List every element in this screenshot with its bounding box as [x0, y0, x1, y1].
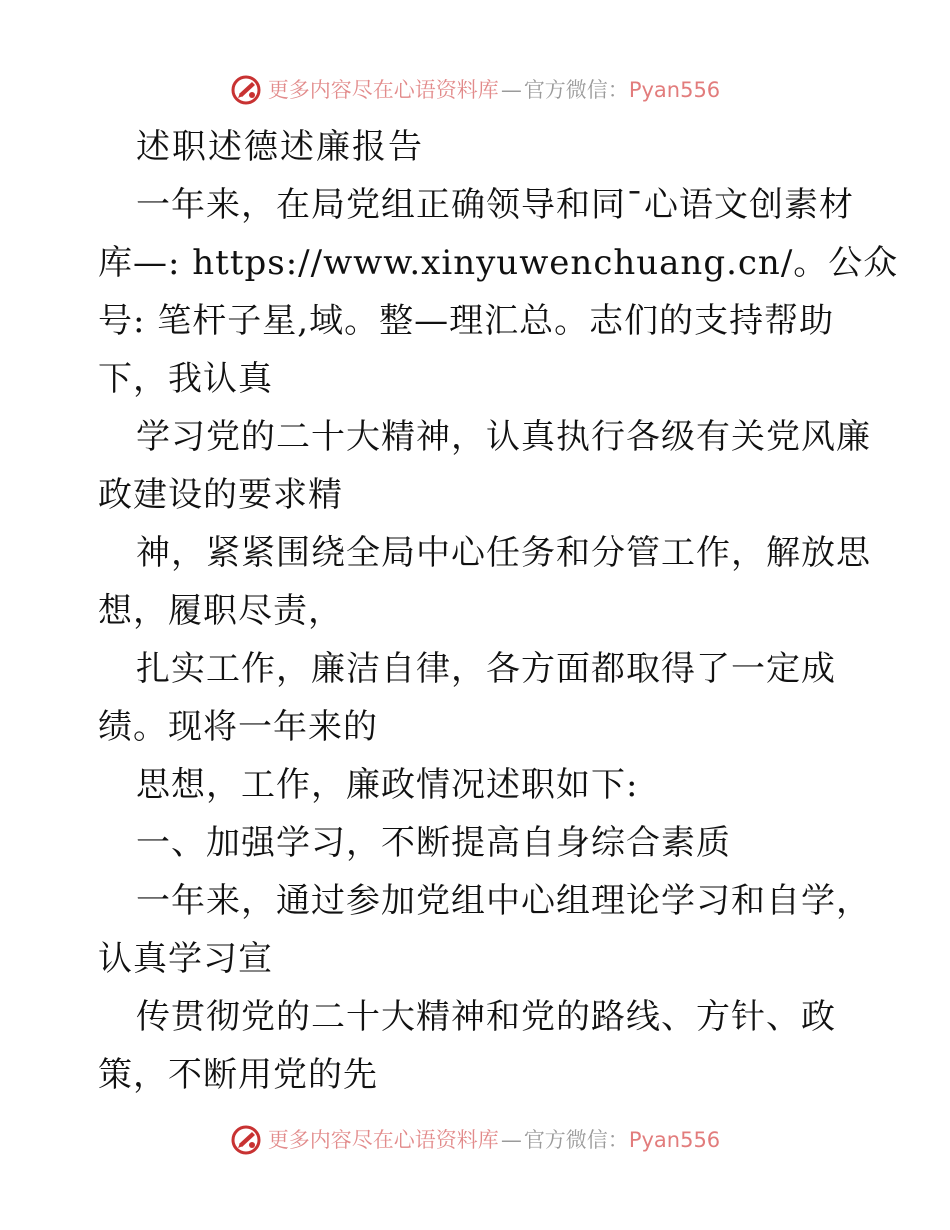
header-wechat-id: Pyan556 — [628, 78, 721, 102]
document-line: 一年来，通过参加党组中心组理论学习和自学， — [136, 881, 871, 921]
document-line: 一年来，在局党组正确领导和同¯心语文创素材 — [136, 185, 854, 225]
document-line: 号: 笔杆子星,域。整—理汇总。志们的支持帮助 — [98, 301, 835, 341]
header-official-label: 官方微信： — [523, 78, 629, 102]
document-line: 策，不断用党的先 — [98, 1055, 378, 1095]
document-lines — [98, 176, 898, 1104]
document-body — [98, 118, 898, 1104]
document-line: 扎实工作，廉洁自律，各方面都取得了一定成 — [136, 649, 836, 689]
document-line: 下，我认真 — [98, 359, 273, 399]
header-banner — [0, 70, 950, 110]
document-line: 学习党的二十大精神，认真执行各级有关党风廉 — [136, 417, 871, 457]
footer-wechat-id: Pyan556 — [628, 1128, 721, 1152]
document-line: 库—: https://www.xinyuwenchuang.cn/。公众 — [98, 243, 899, 283]
footer-banner-text: 更多内容尽在心语资料库 — [267, 1128, 499, 1152]
footer-banner — [0, 1120, 950, 1160]
document-line: 神，紧紧围绕全局中心任务和分管工作，解放思 — [136, 533, 871, 573]
footer-official-label: 官方微信： — [523, 1128, 629, 1152]
footer-banner-separator: — — [500, 1128, 522, 1152]
document-line: 一、加强学习，不断提高自身综合素质 — [136, 823, 731, 863]
document-line: 思想，工作，廉政情况述职如下: — [136, 765, 639, 805]
seal-logo-icon — [230, 74, 262, 106]
document-line: 想，履职尽责， — [98, 591, 343, 631]
document-line: 政建设的要求精 — [98, 475, 343, 515]
document-title: 述职述德述廉报告 — [136, 127, 424, 167]
document-line: 绩。现将一年来的 — [98, 707, 378, 747]
header-banner-separator: — — [500, 78, 522, 102]
seal-logo-icon — [230, 1124, 262, 1156]
document-line: 认真学习宣 — [98, 939, 273, 979]
header-banner-text: 更多内容尽在心语资料库 — [267, 78, 499, 102]
document-line: 传贯彻党的二十大精神和党的路线、方针、政 — [136, 997, 836, 1037]
